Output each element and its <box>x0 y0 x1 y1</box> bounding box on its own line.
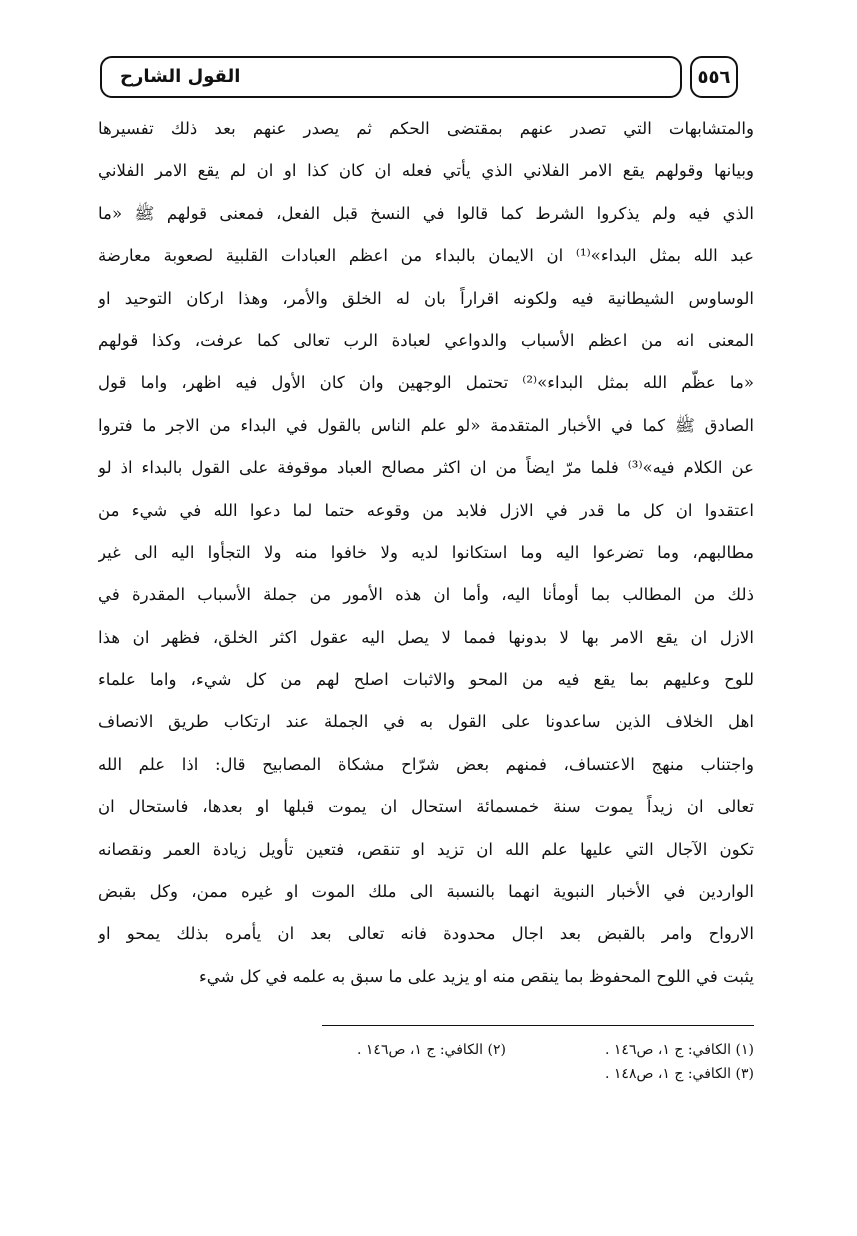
page-number: ٥٥٦ <box>697 66 731 88</box>
body-line: ذلك من المطالب بما أومأنا اليه، وأما ان هذه الأمور من جملة الأسباب المقدرة في <box>98 585 754 605</box>
body-text <box>98 108 754 1000</box>
footnotes <box>258 1038 754 1086</box>
body-line: يثبت في اللوح المحفوظ بما ينقص منه او يزيد على ما سبق به علمه في كل شيء <box>198 966 754 986</box>
footnote-row <box>258 1038 754 1062</box>
body-line: الازل ان يقع الامر بها لا بدونها فمما لا يصل اليه عقول اكثر الخلق، فظهر ان هذا <box>98 627 754 647</box>
body-line: وبيانها وقولهم يقع الامر الفلاني الذي يأتي فعله ان كان كذا او ان لم يقع الامر الفلاني <box>98 161 754 181</box>
body-line: الذي فيه ولم يذكروا الشرط كما قالوا في النسخ قبل الفعل، فمعنى قولهم ﷺ «ما <box>98 203 754 223</box>
body-line: اهل الخلاف الذين ساعدونا على القول به في الجملة عند ارتكاب طريق الانصاف <box>98 712 754 732</box>
page-header <box>100 56 738 100</box>
body-line: للوح وعليهم بما يقع فيه من المحو والاثبات اصلح لهم من كل شيء، واما علماء <box>98 670 754 690</box>
footnote-3: (٣) الكافي: ج ١، ص١٤٨ . <box>605 1066 754 1082</box>
body-line: عبد الله بمثل البداء»⁽¹⁾ ان الايمان بالبداء من اعظم العبادات القلبية لصعوبة معارضة <box>98 246 754 266</box>
body-line: الوساوس الشيطانية فيه ولكونه اقراراً بان له الخلق والأمر، وهذا اركان التوحيد او <box>98 288 754 308</box>
body-line: المعنى انه من اعظم الأسباب والدواعي لعبادة الرب تعالى كما عرفت، وكذا قولهم <box>98 330 754 350</box>
body-line: الارواح وامر بالقبض بعد اجال محدودة فانه تعالى بعد ان يأمره بذلك يمحو او <box>98 924 754 944</box>
body-line: عن الكلام فيه»⁽³⁾ فلما مرّ ايضاً من ان اكثر مصالح العباد موقوفة على القول بالبداء اذ لو <box>98 458 754 478</box>
running-title-frame <box>100 56 682 98</box>
body-line: اعتقدوا ان كل ما قدر في الازل فلابد من وقوعه حتما لما دعوا الله في شيء من <box>98 500 754 520</box>
running-title: القول الشارح <box>120 66 241 87</box>
body-line: تعالى ان زيداً يموت سنة خمسمائة استحال ان يموت قبلها او بعدها، فاستحال ان <box>98 797 754 817</box>
body-line: الصادق ﷺ كما في الأخبار المتقدمة «لو علم الناس بالقول في البداء من الاجر ما فتروا <box>98 415 754 435</box>
body-line: واجتناب منهج الاعتساف، فمنهم بعض شرّاح مشكاة المصابيح قال: اذا علم الله <box>98 754 754 774</box>
footnote-2: (٢) الكافي: ج ١، ص١٤٦ . <box>357 1042 506 1058</box>
body-line: «ما عظّم الله بمثل البداء»⁽²⁾ تحتمل الوجهين وان كان الأول فيه اظهر، واما قول <box>98 373 754 393</box>
page-number-frame <box>690 56 738 98</box>
body-line: والمتشابهات التي تصدر عنهم بمقتضى الحكم ثم يصدر عنهم بعد ذلك تفسيرها <box>98 119 754 138</box>
body-line: الواردين في الأخبار النبوية انهما بالنسبة الى ملك الموت او غيره ممن، وكل بقبض <box>98 882 754 902</box>
body-line: مطالبهم، وما تضرعوا اليه وما استكانوا لديه ولا خافوا منه ولا التجأوا اليه الى غير <box>98 542 754 562</box>
body-line: تكون الآجال التي عليها علم الله ان تزيد او تنقص، فتعين تأويل زيادة العمر ونقصانه <box>98 839 754 859</box>
footnote-divider <box>322 1025 754 1026</box>
footnote-row <box>258 1062 754 1086</box>
footnote-1: (١) الكافي: ج ١، ص١٤٦ . <box>605 1042 754 1058</box>
